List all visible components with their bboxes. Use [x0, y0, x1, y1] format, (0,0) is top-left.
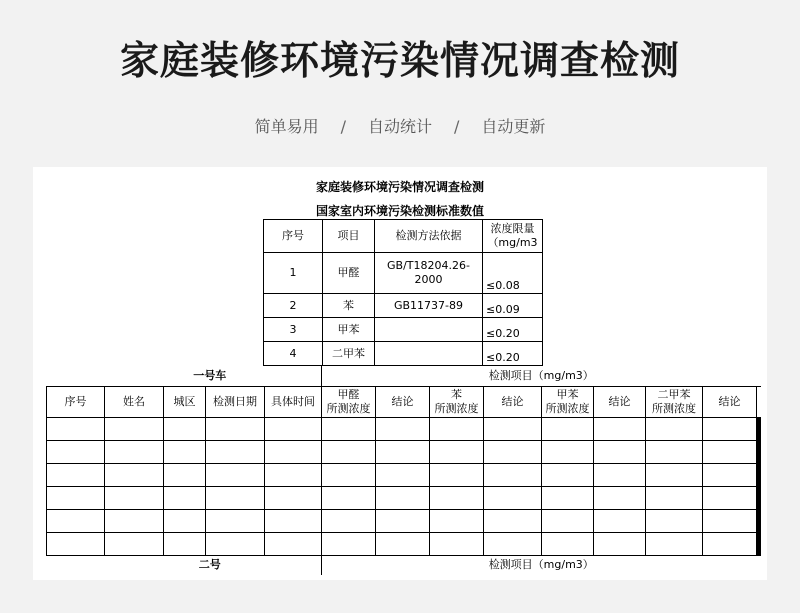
table-row	[47, 463, 761, 486]
empty-cell[interactable]	[265, 463, 322, 486]
header-line1: 甲醛	[337, 387, 360, 401]
header-cell	[430, 386, 484, 417]
empty-cell[interactable]	[484, 440, 542, 463]
empty-cell[interactable]	[322, 509, 376, 532]
empty-cell[interactable]	[542, 440, 594, 463]
next-section-label: 二号	[198, 558, 221, 572]
empty-cell[interactable]	[47, 486, 105, 509]
header-line2: 所测浓度	[652, 401, 696, 415]
tag-separator: /	[454, 117, 460, 136]
empty-cell[interactable]	[206, 440, 265, 463]
header-cell: 序号	[264, 220, 323, 253]
empty-cell[interactable]	[376, 417, 430, 440]
empty-cell[interactable]	[542, 463, 594, 486]
empty-cell[interactable]	[484, 532, 542, 555]
table-cell: 二甲苯	[323, 342, 375, 366]
tag-auto-update: 自动更新	[481, 117, 546, 136]
table-cell: 苯	[323, 294, 375, 318]
empty-cell[interactable]	[164, 440, 206, 463]
empty-cell[interactable]	[322, 440, 376, 463]
empty-cell[interactable]	[206, 417, 265, 440]
header-line1: 甲苯	[556, 387, 579, 401]
table-row	[264, 294, 543, 318]
section-row	[47, 366, 761, 386]
table-row	[47, 509, 761, 532]
table-cell: ≤0.20	[483, 342, 543, 366]
table-cell: 甲醛	[323, 253, 375, 294]
empty-cell[interactable]	[206, 509, 265, 532]
standard-table	[263, 219, 543, 366]
empty-cell[interactable]	[164, 486, 206, 509]
empty-cell[interactable]	[760, 532, 761, 555]
empty-cell[interactable]	[105, 532, 164, 555]
empty-cell[interactable]	[322, 417, 376, 440]
empty-cell[interactable]	[376, 486, 430, 509]
empty-cell[interactable]	[47, 532, 105, 555]
table-row	[47, 440, 761, 463]
empty-cell[interactable]	[542, 532, 594, 555]
empty-cell[interactable]	[430, 532, 484, 555]
results-body	[47, 417, 761, 555]
empty-cell[interactable]	[265, 486, 322, 509]
empty-cell[interactable]	[703, 463, 757, 486]
empty-cell[interactable]	[703, 532, 757, 555]
table-cell: 甲苯	[323, 318, 375, 342]
empty-cell[interactable]	[430, 463, 484, 486]
empty-cell[interactable]	[760, 509, 761, 532]
empty-cell[interactable]	[430, 440, 484, 463]
empty-cell[interactable]	[703, 417, 757, 440]
empty-cell[interactable]	[105, 440, 164, 463]
empty-cell[interactable]	[105, 509, 164, 532]
empty-cell[interactable]	[760, 486, 761, 509]
table-cell: ≤0.09	[483, 294, 543, 318]
empty-cell[interactable]	[164, 532, 206, 555]
table-cell	[375, 318, 483, 342]
header-cell: 城区	[164, 386, 206, 417]
empty-cell[interactable]	[703, 440, 757, 463]
empty-cell[interactable]	[322, 463, 376, 486]
empty-cell[interactable]	[265, 532, 322, 555]
empty-cell[interactable]	[594, 440, 646, 463]
empty-cell[interactable]	[105, 463, 164, 486]
standard-table-title: 国家室内环境污染检测标准数值	[315, 204, 484, 218]
limit-header-line1: 浓度限量	[490, 222, 535, 235]
table-cell: 2	[264, 294, 323, 318]
table-cell	[375, 342, 483, 366]
header-cell: 检测日期	[206, 386, 265, 417]
section-row	[47, 555, 761, 575]
empty-cell[interactable]	[594, 486, 646, 509]
empty-cell[interactable]	[430, 509, 484, 532]
empty-cell[interactable]	[376, 532, 430, 555]
header-cell: 具体时间	[265, 386, 322, 417]
empty-cell[interactable]	[760, 440, 761, 463]
empty-cell[interactable]	[760, 417, 761, 440]
empty-cell[interactable]	[484, 417, 542, 440]
header-line2: 所测浓度	[545, 401, 590, 415]
table-row	[47, 486, 761, 509]
empty-cell[interactable]	[376, 440, 430, 463]
page-title: 家庭装修环境污染情况调查检测	[119, 39, 680, 84]
empty-cell[interactable]	[47, 463, 105, 486]
empty-cell[interactable]	[594, 532, 646, 555]
empty-cell[interactable]	[646, 509, 703, 532]
table-cell: 1	[264, 253, 323, 294]
tag-easy: 简单易用	[254, 117, 319, 136]
header-line2: 所测浓度	[326, 401, 371, 415]
limit-header-line2: （mg/m3	[487, 236, 538, 249]
empty-cell[interactable]	[484, 486, 542, 509]
header-cell: 姓名	[105, 386, 164, 417]
empty-cell[interactable]	[594, 417, 646, 440]
empty-cell[interactable]	[322, 486, 376, 509]
table-cell: ≤0.20	[483, 318, 543, 342]
empty-cell[interactable]	[703, 509, 757, 532]
empty-cell[interactable]	[265, 440, 322, 463]
empty-cell[interactable]	[376, 463, 430, 486]
next-section-items-label: 检测项目（mg/m3）	[322, 555, 761, 575]
results-header-row	[47, 386, 761, 417]
header-cell: 结论	[484, 386, 542, 417]
empty-cell[interactable]	[760, 463, 761, 486]
empty-cell[interactable]	[322, 532, 376, 555]
empty-cell[interactable]	[484, 463, 542, 486]
empty-cell[interactable]	[646, 417, 703, 440]
empty-cell[interactable]	[703, 486, 757, 509]
sheet-title: 家庭装修环境污染情况调查检测	[315, 180, 484, 194]
table-cell: GB11737-89	[375, 294, 483, 318]
empty-cell[interactable]	[594, 463, 646, 486]
empty-cell[interactable]	[542, 417, 594, 440]
header-line1: 苯	[451, 387, 462, 401]
table-cell: GB/T18204.26-2000	[375, 253, 483, 294]
empty-cell[interactable]	[206, 486, 265, 509]
table-row	[264, 318, 543, 342]
empty-cell[interactable]	[646, 463, 703, 486]
header-cell: 检测方法依据	[375, 220, 483, 253]
spreadsheet-preview	[33, 167, 767, 580]
empty-cell[interactable]	[484, 509, 542, 532]
header-cell: 项目	[323, 220, 375, 253]
empty-cell[interactable]	[105, 417, 164, 440]
empty-cell[interactable]	[430, 486, 484, 509]
empty-cell[interactable]	[430, 417, 484, 440]
standard-header-row	[264, 220, 543, 253]
empty-cell[interactable]	[646, 486, 703, 509]
empty-cell[interactable]	[164, 509, 206, 532]
empty-cell[interactable]	[47, 509, 105, 532]
empty-cell[interactable]	[542, 486, 594, 509]
table-cell: 3	[264, 318, 323, 342]
header-cell: 结论	[703, 386, 757, 417]
header-cell: 序号	[47, 386, 105, 417]
header-cell	[483, 220, 543, 253]
header-cell: 结论	[376, 386, 430, 417]
table-row	[264, 342, 543, 366]
header-line1: 二甲苯	[657, 387, 691, 401]
empty-cell[interactable]	[646, 440, 703, 463]
section-items-label: 检测项目（mg/m3）	[322, 366, 761, 386]
section-label: 一号车	[47, 366, 322, 386]
empty-cell[interactable]	[47, 440, 105, 463]
table-cell: 4	[264, 342, 323, 366]
empty-cell[interactable]	[206, 463, 265, 486]
feature-tags	[0, 114, 800, 137]
header-cell	[542, 386, 594, 417]
table-row	[47, 417, 761, 440]
tag-separator: /	[340, 117, 346, 136]
table-cell: ≤0.08	[483, 253, 543, 294]
tag-auto-stat: 自动统计	[367, 117, 432, 136]
empty-cell[interactable]	[265, 509, 322, 532]
results-table	[46, 366, 761, 575]
empty-cell[interactable]	[164, 417, 206, 440]
empty-cell[interactable]	[646, 532, 703, 555]
empty-cell[interactable]	[376, 509, 430, 532]
header-cell	[646, 386, 703, 417]
header-cell	[322, 386, 376, 417]
header-line2: 所测浓度	[434, 401, 479, 415]
empty-cell[interactable]	[105, 486, 164, 509]
empty-cell[interactable]	[542, 509, 594, 532]
empty-cell[interactable]	[594, 509, 646, 532]
empty-cell[interactable]	[164, 463, 206, 486]
empty-cell[interactable]	[206, 532, 265, 555]
table-row	[264, 253, 543, 294]
header-cell: 结论	[594, 386, 646, 417]
table-row	[47, 532, 761, 555]
empty-cell[interactable]	[265, 417, 322, 440]
empty-cell[interactable]	[47, 417, 105, 440]
